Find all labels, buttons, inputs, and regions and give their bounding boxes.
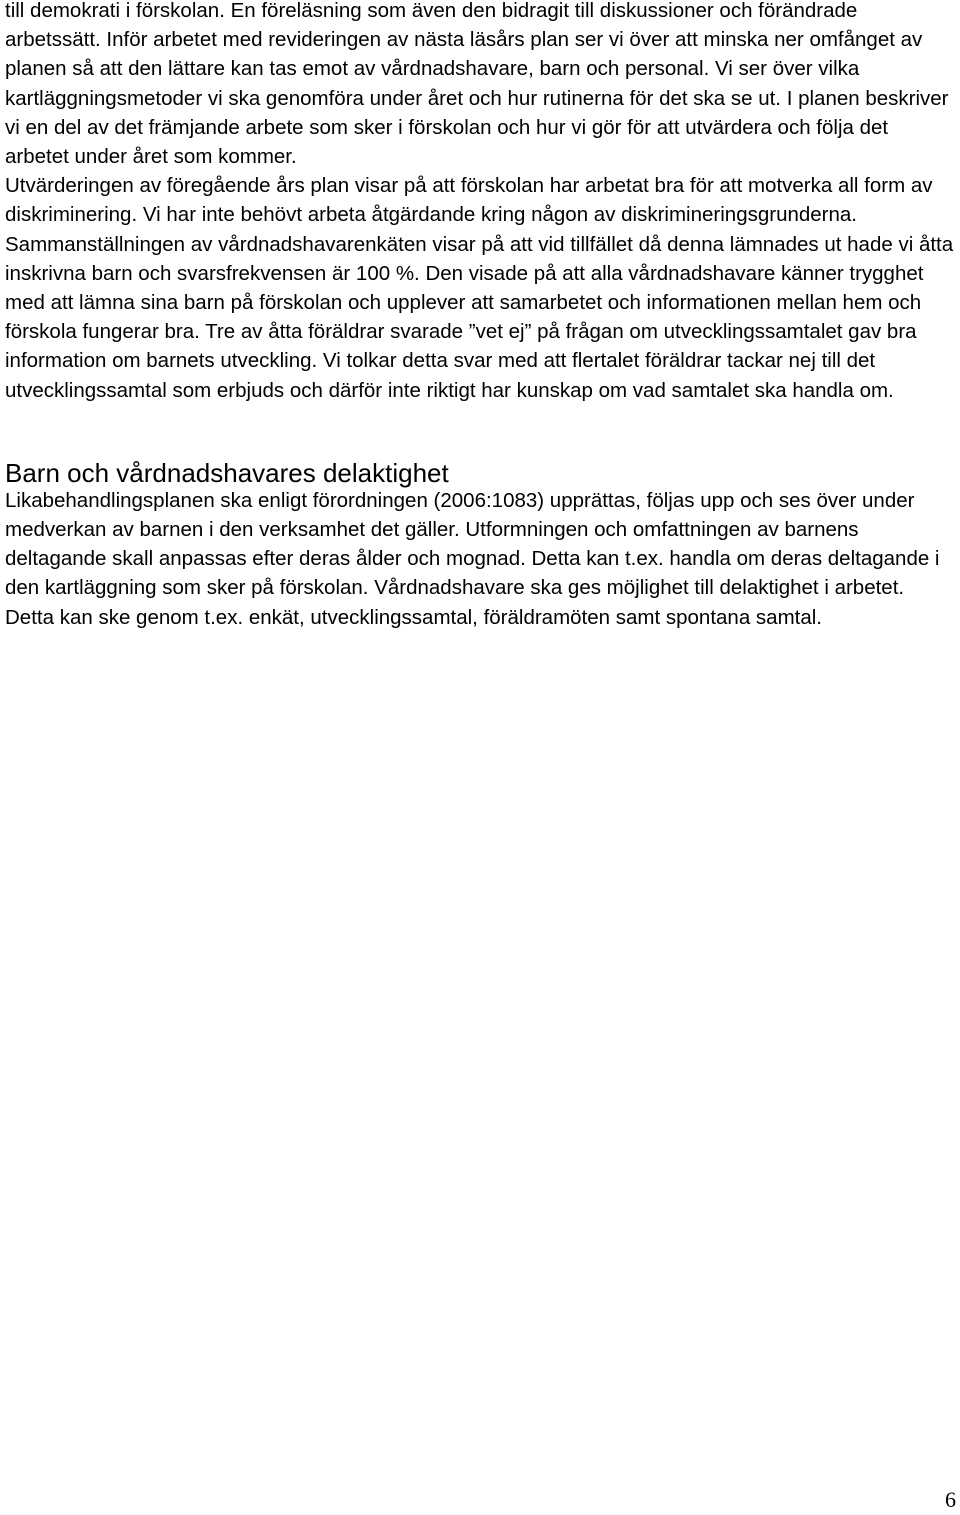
paragraph-participation: Likabehandlingsplanen ska enligt förordningen (2006:1083) upprättas, följas upp och ses över under medverkan av barnen i den verksamhet det gäller. Utformningen och omfattningen av barnens deltagande skall anpassas efter deras ålder och mognad. Detta kan t.ex. handla om deras deltagande i den kartläggning som sker på förskolan. Vårdnadshavare ska ges möjlighet till delaktighet i arbetet. Detta kan ske genom t.ex. enkät, utvecklingssamtal, föräldramöten samt spontana samtal. (5, 488, 940, 629)
document-body (5, 0, 957, 632)
page-number: 6 (945, 1487, 956, 1512)
paragraph-evaluation: Utvärderingen av föregående års plan visar på att förskolan har arbetat bra för att motverka all form av diskriminering. Vi har inte behövt arbeta åtgärdande kring någon av diskrimineringsgrunderna. Sammanställningen av vårdnadshavarenkäten visar på att vid tillfället då denna lämnades ut hade vi åtta inskrivna barn och svarsfrekvensen är 100 %. Den visade på att alla vårdnadshavare känner trygghet med att lämna sina barn på förskolan och upplever att samarbetet och informationen mellan hem och förskola fungerar bra. Tre av åtta föräldrar svarade ”vet ej” på frågan om utvecklingssamtalet gav bra information om barnets utveckling. Vi tolkar detta svar med att flertalet föräldrar tackar nej till det utvecklingssamtal som erbjuds och därför inte riktigt har kunskap om vad samtalet ska handla om. (5, 174, 954, 402)
section-heading: Barn och vårdnadshavares delaktighet (5, 457, 449, 488)
paragraph-continuation: till demokrati i förskolan. En föreläsning som även den bidragit till diskussioner och förändrade arbetssätt. Inför arbetet med revideringen av nästa läsårs plan ser vi över att minska ner omfånget av planen så att den lättare kan tas emot av vårdnadshavare, barn och personal. Vi ser över vilka kartläggningsmetoder vi ska genomföra under året och hur rutinerna för det ska se ut. I planen beskriver vi en del av det främjande arbete som sker i förskolan och hur vi gör för att utvärdera och följa det arbetet under året som kommer. (5, 0, 949, 169)
